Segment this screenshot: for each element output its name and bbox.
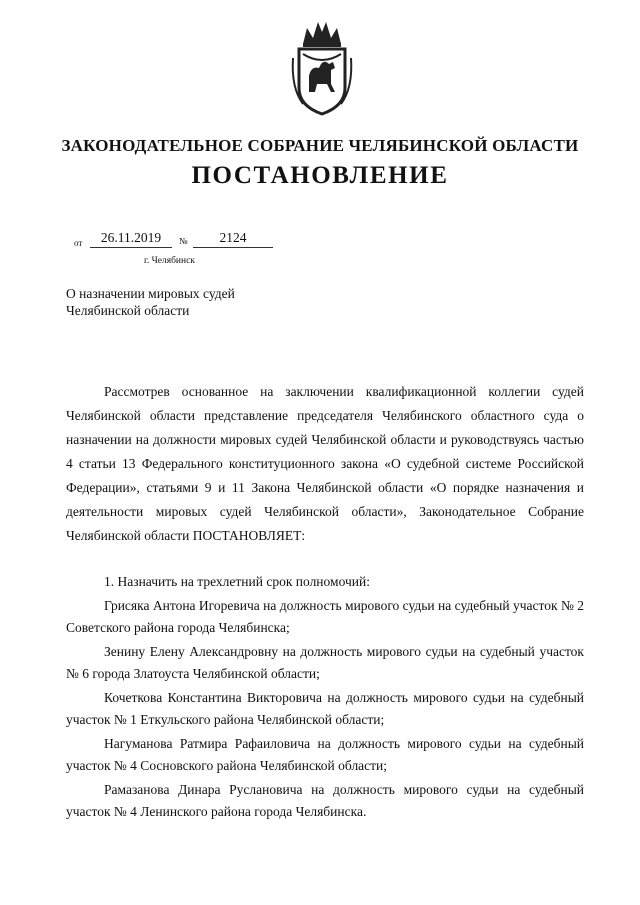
item-1-lead: 1. Назначить на трехлетний срок полномочий: (104, 574, 370, 589)
preamble-paragraph: Рассмотрев основанное на заключении квалификационной коллегии судей Челябинской области представление председателя Челябинского областного суда о назначении на должности мировых судей Челябинской области и руководствуясь частью 4 статьи 13 Федерального конституционного закона «О судебной системе Российской Федерации», статьями 9 и 11 Закона Челябинской области «О порядке назначения и деятельности мировых судей Челябинской области», Законодательное Собрание Челябинской области ПОСТАНОВЛЯЕТ: (66, 384, 584, 543)
appointment-item: Зенину Елену Александровну на должность мирового судьи на судебный участок № 6 города Златоуста Челябинской области; (66, 644, 584, 681)
appointment-item: Рамазанова Динара Руслановича на должность мирового судьи на судебный участок № 4 Ленинского района города Челябинска. (66, 782, 584, 819)
document-number: 2124 (193, 230, 273, 248)
resolution-items (66, 571, 584, 823)
appointment-item: Грисяка Антона Игоревича на должность мирового судьи на судебный участок № 2 Советского района города Челябинска; (66, 598, 584, 635)
coat-of-arms-emblem (289, 18, 355, 118)
date-label: от (74, 238, 83, 248)
city-label: г. Челябинск (144, 256, 195, 266)
appointment-item: Нагуманова Ратмира Рафаиловича на должность мирового судьи на судебный участок № 4 Сосновского района Челябинской области; (66, 736, 584, 773)
document-date: 26.11.2019 (90, 230, 172, 248)
appointment-item: Кочеткова Константина Викторовича на должность мирового судьи на судебный участок № 1 Еткульского района Челябинской области; (66, 690, 584, 727)
document-type-title: ПОСТАНОВЛЕНИЕ (191, 162, 449, 189)
organization-title: ЗАКОНОДАТЕЛЬНОЕ СОБРАНИЕ ЧЕЛЯБИНСКОЙ ОБЛАСТИ (61, 136, 579, 155)
number-label: № (179, 236, 188, 246)
document-subject: О назначении мировых судей Челябинской области (66, 286, 235, 318)
